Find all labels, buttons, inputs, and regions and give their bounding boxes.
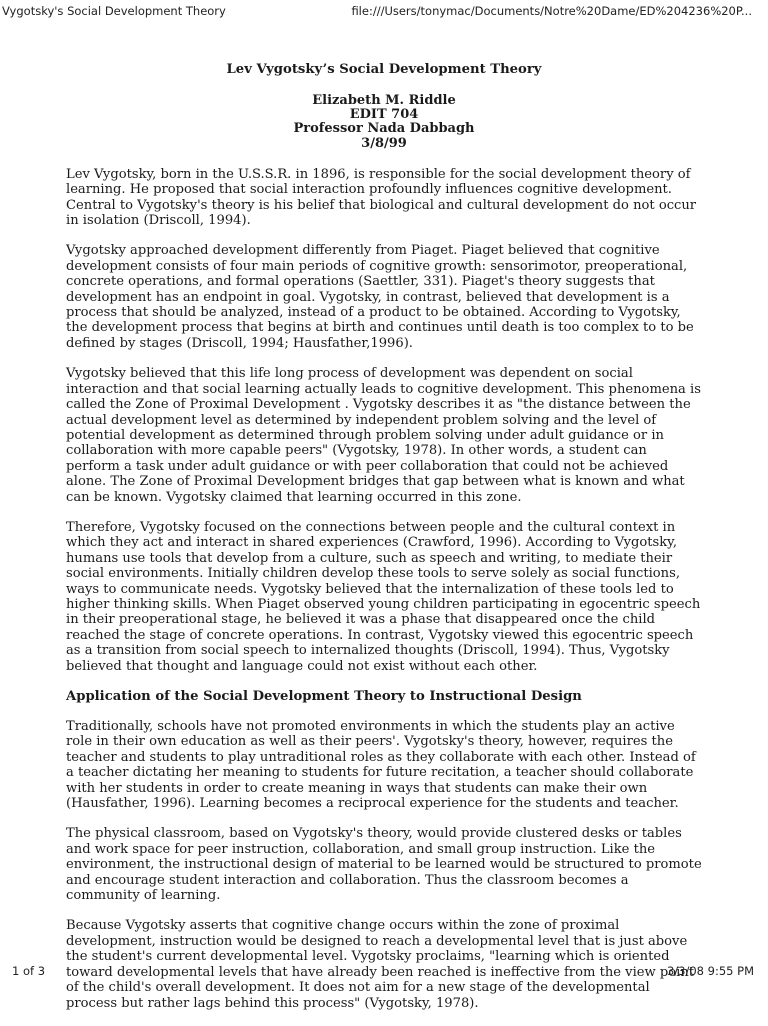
print-header	[0, 4, 768, 18]
paragraph: The physical classroom, based on Vygotsky's theory, would provide clustered desks or tables and work space for peer instruction, collaboration, and small group instruction. Like the environment, the instructional design of material to be learned would be structured to promote and encourage student interaction and collaboration. Thus the classroom becomes a community of learning.	[66, 826, 702, 904]
professor-name: Professor Nada Dabbagh	[293, 121, 475, 137]
print-timestamp: 3/3/08 9:55 PM	[666, 964, 754, 978]
paragraph: Vygotsky believed that this life long process of development was dependent on social interaction and that social learning actually leads to cognitive development. This phenomena is called the Zone of Proximal Development . Vygotsky describes it as "the distance between the actual development level as determined by independent problem solving and the level of potential development as determined through problem solving under adult guidance or in collaboration with more capable peers" (Vygotsky, 1978). In other words, a student can perform a task under adult guidance or with peer collaboration that could not be achieved alone. The Zone of Proximal Development bridges that gap between what is known and what can be known. Vygotsky claimed that learning occurred in this zone.	[66, 366, 701, 505]
paragraph: Vygotsky approached development differently from Piaget. Piaget believed that cognitive development consists of four main periods of cognitive growth: sensorimotor, preoperational, concrete operations, and formal operations (Saettler, 331). Piaget's theory suggests that development has an endpoint in goal. Vygotsky, in contrast, believed that development is a process that should be analyzed, instead of a product to be obtained. According to Vygotsky, the development process that begins at birth and continues until death is too complex to to be defined by stages (Driscoll, 1994; Hausfather,1996).	[66, 243, 694, 351]
page-title: Vygotsky's Social Development Theory	[2, 4, 226, 18]
paragraph: Therefore, Vygotsky focused on the connections between people and the cultural context in which they act and interact in shared experiences (Crawford, 1996). According to Vygotsky, humans use tools that develop from a culture, such as speech and writing, to mediate their social environments. Initially children develop these tools to serve solely as social functions, ways to communicate needs. Vygotsky believed that the internalization of these tools led to higher thinking skills. When Piaget observed young children participating in egocentric speech in their preoperational stage, he believed it was a phase that disappeared once the child reached the stage of concrete operations. In contrast, Vygotsky viewed this egocentric speech as a transition from social speech to internalized thoughts (Driscoll, 1994). Thus, Vygotsky believed that thought and language could not exist without each other.	[66, 519, 701, 674]
document-date: 3/8/99	[361, 135, 407, 151]
byline	[66, 94, 702, 151]
document-title: Lev Vygotsky’s Social Development Theory	[226, 62, 542, 77]
page-url: file:///Users/tonymac/Documents/Notre%20Dame/ED%204236%20P...	[351, 4, 752, 18]
course-code: EDIT 704	[349, 107, 419, 123]
print-footer	[0, 964, 768, 978]
paragraph: Lev Vygotsky, born in the U.S.S.R. in 1896, is responsible for the social development theory of learning. He proposed that social interaction profoundly influences cognitive development. Central to Vygotsky's theory is his belief that biological and cultural development do not occur in isolation (Driscoll, 1994).	[66, 166, 697, 229]
page-counter: 1 of 3	[12, 964, 46, 978]
author-name: Elizabeth M. Riddle	[312, 93, 456, 108]
paragraph: Traditionally, schools have not promoted environments in which the students play an active role in their own education as well as their peers'. Vygotsky's theory, however, requires the teacher and students to play untraditional roles as they collaborate with each other. Instead of a teacher dictating her meaning to students for future recitation, a teacher should collaborate with her students in order to create meaning in ways that students can make their own (Hausfather, 1996). Learning becomes a reciprocal experience for the students and teacher.	[66, 719, 696, 812]
section-heading: Application of the Social Development Theory to Instructional Design	[66, 689, 582, 704]
paragraph: Because Vygotsky asserts that cognitive change occurs within the zone of proximal development, instruction would be designed to reach a developmental level that is just above the student's current developmental level. Vygotsky proclaims, "learning which is oriented toward developmental levels that have already been reached is ineffective from the view point of the child's overall development. It does not aim for a new stage of the developmental process but rather lags behind this process" (Vygotsky, 1978).	[66, 918, 695, 1011]
document-body	[66, 62, 702, 1026]
